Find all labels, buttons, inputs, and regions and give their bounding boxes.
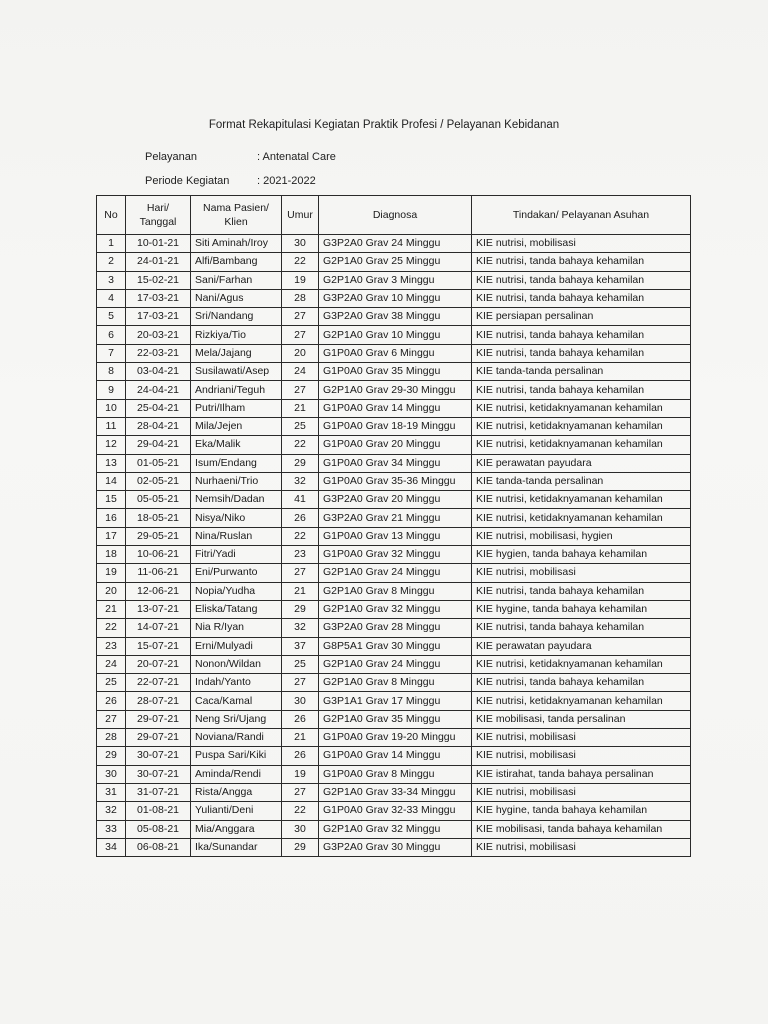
cell-no: 28 — [97, 729, 126, 747]
cell-tindakan: KIE nutrisi, ketidaknyamanan kehamilan — [472, 509, 691, 527]
cell-umur: 21 — [282, 729, 319, 747]
periode-label: Periode Kegiatan — [145, 175, 230, 187]
cell-umur: 28 — [282, 289, 319, 307]
cell-tanggal: 17-03-21 — [126, 308, 191, 326]
cell-tindakan: KIE nutrisi, ketidaknyamanan kehamilan — [472, 491, 691, 509]
cell-tindakan: KIE hygine, tanda bahaya kehamilan — [472, 600, 691, 618]
periode-value: : 2021-2022 — [257, 175, 316, 187]
cell-nama: Fitri/Yadi — [191, 546, 282, 564]
cell-tindakan: KIE persiapan persalinan — [472, 308, 691, 326]
cell-umur: 22 — [282, 527, 319, 545]
cell-diagnosa: G8P5A1 Grav 30 Minggu — [319, 637, 472, 655]
cell-umur: 27 — [282, 674, 319, 692]
cell-tanggal: 28-07-21 — [126, 692, 191, 710]
table-header-row — [97, 196, 691, 235]
cell-nama: Neng Sri/Ujang — [191, 710, 282, 728]
cell-tindakan: KIE nutrisi, ketidaknyamanan kehamilan — [472, 399, 691, 417]
cell-nama: Siti Aminah/Iroy — [191, 235, 282, 253]
table-body — [97, 235, 691, 857]
table-row — [97, 308, 691, 326]
table-row — [97, 674, 691, 692]
table-row — [97, 454, 691, 472]
cell-tanggal: 12-06-21 — [126, 582, 191, 600]
cell-tindakan: KIE hygine, tanda bahaya kehamilan — [472, 802, 691, 820]
cell-umur: 27 — [282, 783, 319, 801]
cell-nama: Nia R/Iyan — [191, 619, 282, 637]
table-row — [97, 838, 691, 856]
cell-umur: 25 — [282, 417, 319, 435]
cell-diagnosa: G2P1A0 Grav 3 Minggu — [319, 271, 472, 289]
cell-tindakan: KIE nutrisi, mobilisasi — [472, 838, 691, 856]
cell-nama: Nani/Agus — [191, 289, 282, 307]
cell-umur: 19 — [282, 271, 319, 289]
cell-diagnosa: G1P0A0 Grav 34 Minggu — [319, 454, 472, 472]
cell-tindakan: KIE nutrisi, mobilisasi — [472, 747, 691, 765]
header-tindakan: Tindakan/ Pelayanan Asuhan — [472, 196, 691, 235]
cell-no: 27 — [97, 710, 126, 728]
cell-tindakan: KIE mobilisasi, tanda persalinan — [472, 710, 691, 728]
table-row — [97, 692, 691, 710]
cell-no: 24 — [97, 655, 126, 673]
cell-diagnosa: G2P1A0 Grav 24 Minggu — [319, 655, 472, 673]
cell-nama: Yulianti/Deni — [191, 802, 282, 820]
cell-no: 21 — [97, 600, 126, 618]
table-row — [97, 436, 691, 454]
cell-diagnosa: G2P1A0 Grav 10 Minggu — [319, 326, 472, 344]
cell-umur: 22 — [282, 436, 319, 454]
table-row — [97, 546, 691, 564]
header-tanggal: Hari/ Tanggal — [126, 196, 191, 235]
table-row — [97, 253, 691, 271]
cell-tanggal: 20-07-21 — [126, 655, 191, 673]
cell-no: 17 — [97, 527, 126, 545]
document-title: Format Rekapitulasi Kegiatan Praktik Profesi / Pelayanan Kebidanan — [208, 119, 560, 131]
cell-tanggal: 30-07-21 — [126, 765, 191, 783]
cell-no: 16 — [97, 509, 126, 527]
cell-nama: Mia/Anggara — [191, 820, 282, 838]
cell-diagnosa: G3P2A0 Grav 20 Minggu — [319, 491, 472, 509]
cell-diagnosa: G3P1A1 Grav 17 Minggu — [319, 692, 472, 710]
table-row — [97, 637, 691, 655]
cell-diagnosa: G3P2A0 Grav 30 Minggu — [319, 838, 472, 856]
cell-diagnosa: G1P0A0 Grav 13 Minggu — [319, 527, 472, 545]
cell-diagnosa: G1P0A0 Grav 19-20 Minggu — [319, 729, 472, 747]
cell-no: 15 — [97, 491, 126, 509]
table-row — [97, 729, 691, 747]
cell-tanggal: 18-05-21 — [126, 509, 191, 527]
cell-umur: 32 — [282, 619, 319, 637]
table-row — [97, 710, 691, 728]
pelayanan-label: Pelayanan — [145, 151, 197, 163]
table-row — [97, 509, 691, 527]
cell-no: 26 — [97, 692, 126, 710]
table-row — [97, 820, 691, 838]
cell-tanggal: 22-03-21 — [126, 344, 191, 362]
cell-no: 22 — [97, 619, 126, 637]
cell-diagnosa: G1P0A0 Grav 14 Minggu — [319, 399, 472, 417]
cell-diagnosa: G2P1A0 Grav 8 Minggu — [319, 674, 472, 692]
cell-tanggal: 06-08-21 — [126, 838, 191, 856]
cell-tindakan: KIE nutrisi, ketidaknyamanan kehamilan — [472, 692, 691, 710]
table-row — [97, 527, 691, 545]
cell-no: 8 — [97, 363, 126, 381]
table-row — [97, 619, 691, 637]
cell-no: 6 — [97, 326, 126, 344]
cell-umur: 41 — [282, 491, 319, 509]
table-row — [97, 765, 691, 783]
cell-nama: Noviana/Randi — [191, 729, 282, 747]
cell-nama: Susilawati/Asep — [191, 363, 282, 381]
cell-umur: 19 — [282, 765, 319, 783]
cell-no: 34 — [97, 838, 126, 856]
cell-diagnosa: G2P1A0 Grav 8 Minggu — [319, 582, 472, 600]
cell-tanggal: 29-05-21 — [126, 527, 191, 545]
cell-no: 13 — [97, 454, 126, 472]
cell-no: 19 — [97, 564, 126, 582]
cell-no: 14 — [97, 472, 126, 490]
cell-no: 2 — [97, 253, 126, 271]
cell-nama: Nisya/Niko — [191, 509, 282, 527]
cell-tanggal: 01-05-21 — [126, 454, 191, 472]
cell-tanggal: 10-06-21 — [126, 546, 191, 564]
cell-umur: 29 — [282, 838, 319, 856]
cell-no: 23 — [97, 637, 126, 655]
cell-no: 32 — [97, 802, 126, 820]
cell-umur: 21 — [282, 582, 319, 600]
header-nama: Nama Pasien/ Klien — [191, 196, 282, 235]
cell-tanggal: 24-04-21 — [126, 381, 191, 399]
cell-nama: Eliska/Tatang — [191, 600, 282, 618]
cell-nama: Nina/Ruslan — [191, 527, 282, 545]
cell-diagnosa: G2P1A0 Grav 32 Minggu — [319, 820, 472, 838]
cell-tindakan: KIE nutrisi, ketidaknyamanan kehamilan — [472, 436, 691, 454]
cell-tanggal: 03-04-21 — [126, 363, 191, 381]
table-row — [97, 655, 691, 673]
cell-tanggal: 29-07-21 — [126, 729, 191, 747]
cell-tindakan: KIE perawatan payudara — [472, 454, 691, 472]
cell-no: 1 — [97, 235, 126, 253]
cell-umur: 30 — [282, 235, 319, 253]
cell-nama: Sani/Farhan — [191, 271, 282, 289]
table-row — [97, 747, 691, 765]
cell-no: 9 — [97, 381, 126, 399]
table-row — [97, 417, 691, 435]
cell-no: 11 — [97, 417, 126, 435]
cell-tindakan: KIE nutrisi, tanda bahaya kehamilan — [472, 326, 691, 344]
cell-diagnosa: G1P0A0 Grav 8 Minggu — [319, 765, 472, 783]
table-row — [97, 600, 691, 618]
cell-nama: Rista/Angga — [191, 783, 282, 801]
table-row — [97, 399, 691, 417]
cell-nama: Indah/Yanto — [191, 674, 282, 692]
cell-umur: 26 — [282, 509, 319, 527]
cell-tanggal: 17-03-21 — [126, 289, 191, 307]
cell-umur: 24 — [282, 363, 319, 381]
cell-umur: 26 — [282, 710, 319, 728]
cell-umur: 23 — [282, 546, 319, 564]
cell-nama: Putri/Ilham — [191, 399, 282, 417]
table-row — [97, 363, 691, 381]
cell-umur: 27 — [282, 564, 319, 582]
cell-umur: 22 — [282, 802, 319, 820]
cell-umur: 27 — [282, 326, 319, 344]
cell-nama: Nurhaeni/Trio — [191, 472, 282, 490]
cell-umur: 37 — [282, 637, 319, 655]
cell-diagnosa: G1P0A0 Grav 20 Minggu — [319, 436, 472, 454]
table-row — [97, 783, 691, 801]
cell-no: 20 — [97, 582, 126, 600]
cell-umur: 22 — [282, 253, 319, 271]
rekap-table — [96, 195, 691, 857]
cell-nama: Nonon/Wildan — [191, 655, 282, 673]
table-row — [97, 289, 691, 307]
cell-tindakan: KIE hygien, tanda bahaya kehamilan — [472, 546, 691, 564]
table-row — [97, 235, 691, 253]
cell-diagnosa: G2P1A0 Grav 29-30 Minggu — [319, 381, 472, 399]
cell-tindakan: KIE nutrisi, mobilisasi — [472, 235, 691, 253]
cell-tanggal: 20-03-21 — [126, 326, 191, 344]
cell-tanggal: 14-07-21 — [126, 619, 191, 637]
cell-diagnosa: G2P1A0 Grav 32 Minggu — [319, 600, 472, 618]
cell-tindakan: KIE nutrisi, tanda bahaya kehamilan — [472, 582, 691, 600]
cell-nama: Eka/Malik — [191, 436, 282, 454]
cell-umur: 32 — [282, 472, 319, 490]
cell-umur: 21 — [282, 399, 319, 417]
cell-diagnosa: G3P2A0 Grav 10 Minggu — [319, 289, 472, 307]
table-row — [97, 472, 691, 490]
cell-tanggal: 11-06-21 — [126, 564, 191, 582]
cell-tanggal: 10-01-21 — [126, 235, 191, 253]
cell-no: 25 — [97, 674, 126, 692]
table-row — [97, 381, 691, 399]
cell-umur: 25 — [282, 655, 319, 673]
cell-no: 29 — [97, 747, 126, 765]
table-row — [97, 344, 691, 362]
cell-nama: Mila/Jejen — [191, 417, 282, 435]
cell-tanggal: 05-08-21 — [126, 820, 191, 838]
cell-tanggal: 25-04-21 — [126, 399, 191, 417]
cell-diagnosa: G3P2A0 Grav 21 Minggu — [319, 509, 472, 527]
cell-tanggal: 29-07-21 — [126, 710, 191, 728]
cell-diagnosa: G3P2A0 Grav 28 Minggu — [319, 619, 472, 637]
header-diagnosa: Diagnosa — [319, 196, 472, 235]
cell-diagnosa: G2P1A0 Grav 35 Minggu — [319, 710, 472, 728]
header-no: No — [97, 196, 126, 235]
header-umur: Umur — [282, 196, 319, 235]
cell-umur: 27 — [282, 308, 319, 326]
cell-nama: Nopia/Yudha — [191, 582, 282, 600]
cell-diagnosa: G2P1A0 Grav 24 Minggu — [319, 564, 472, 582]
cell-nama: Sri/Nandang — [191, 308, 282, 326]
cell-umur: 29 — [282, 454, 319, 472]
cell-tindakan: KIE nutrisi, tanda bahaya kehamilan — [472, 271, 691, 289]
cell-umur: 30 — [282, 820, 319, 838]
cell-umur: 20 — [282, 344, 319, 362]
cell-tindakan: KIE nutrisi, mobilisasi — [472, 729, 691, 747]
cell-nama: Eni/Purwanto — [191, 564, 282, 582]
table-row — [97, 582, 691, 600]
cell-tindakan: KIE nutrisi, mobilisasi — [472, 564, 691, 582]
cell-nama: Puspa Sari/Kiki — [191, 747, 282, 765]
cell-diagnosa: G2P1A0 Grav 25 Minggu — [319, 253, 472, 271]
cell-tanggal: 24-01-21 — [126, 253, 191, 271]
cell-diagnosa: G1P0A0 Grav 18-19 Minggu — [319, 417, 472, 435]
cell-diagnosa: G1P0A0 Grav 32 Minggu — [319, 546, 472, 564]
cell-diagnosa: G3P2A0 Grav 38 Minggu — [319, 308, 472, 326]
cell-no: 5 — [97, 308, 126, 326]
table-row — [97, 491, 691, 509]
cell-diagnosa: G1P0A0 Grav 6 Minggu — [319, 344, 472, 362]
cell-diagnosa: G3P2A0 Grav 24 Minggu — [319, 235, 472, 253]
cell-tindakan: KIE nutrisi, tanda bahaya kehamilan — [472, 619, 691, 637]
cell-tanggal: 31-07-21 — [126, 783, 191, 801]
cell-no: 33 — [97, 820, 126, 838]
cell-umur: 29 — [282, 600, 319, 618]
cell-tindakan: KIE nutrisi, tanda bahaya kehamilan — [472, 253, 691, 271]
cell-tindakan: KIE perawatan payudara — [472, 637, 691, 655]
cell-tindakan: KIE tanda-tanda persalinan — [472, 472, 691, 490]
cell-tindakan: KIE nutrisi, tanda bahaya kehamilan — [472, 289, 691, 307]
cell-no: 7 — [97, 344, 126, 362]
table-row — [97, 326, 691, 344]
cell-tindakan: KIE nutrisi, tanda bahaya kehamilan — [472, 674, 691, 692]
pelayanan-value: : Antenatal Care — [257, 151, 336, 163]
cell-nama: Caca/Kamal — [191, 692, 282, 710]
cell-umur: 26 — [282, 747, 319, 765]
cell-nama: Aminda/Rendi — [191, 765, 282, 783]
cell-tindakan: KIE nutrisi, mobilisasi, hygien — [472, 527, 691, 545]
cell-no: 12 — [97, 436, 126, 454]
cell-tindakan: KIE nutrisi, tanda bahaya kehamilan — [472, 344, 691, 362]
cell-diagnosa: G1P0A0 Grav 35 Minggu — [319, 363, 472, 381]
cell-tindakan: KIE istirahat, tanda bahaya persalinan — [472, 765, 691, 783]
table-row — [97, 564, 691, 582]
cell-tanggal: 05-05-21 — [126, 491, 191, 509]
table-row — [97, 271, 691, 289]
cell-diagnosa: G1P0A0 Grav 35-36 Minggu — [319, 472, 472, 490]
cell-diagnosa: G2P1A0 Grav 33-34 Minggu — [319, 783, 472, 801]
cell-no: 3 — [97, 271, 126, 289]
cell-tanggal: 01-08-21 — [126, 802, 191, 820]
cell-tanggal: 13-07-21 — [126, 600, 191, 618]
cell-umur: 27 — [282, 381, 319, 399]
cell-nama: Mela/Jajang — [191, 344, 282, 362]
cell-nama: Ika/Sunandar — [191, 838, 282, 856]
cell-tanggal: 28-04-21 — [126, 417, 191, 435]
cell-nama: Andriani/Teguh — [191, 381, 282, 399]
cell-nama: Erni/Mulyadi — [191, 637, 282, 655]
cell-no: 10 — [97, 399, 126, 417]
cell-tindakan: KIE nutrisi, tanda bahaya kehamilan — [472, 381, 691, 399]
cell-no: 4 — [97, 289, 126, 307]
cell-umur: 30 — [282, 692, 319, 710]
cell-diagnosa: G1P0A0 Grav 32-33 Minggu — [319, 802, 472, 820]
cell-tanggal: 30-07-21 — [126, 747, 191, 765]
cell-no: 30 — [97, 765, 126, 783]
cell-tindakan: KIE nutrisi, ketidaknyamanan kehamilan — [472, 655, 691, 673]
cell-tindakan: KIE mobilisasi, tanda bahaya kehamilan — [472, 820, 691, 838]
cell-tindakan: KIE nutrisi, mobilisasi — [472, 783, 691, 801]
cell-tindakan: KIE nutrisi, ketidaknyamanan kehamilan — [472, 417, 691, 435]
cell-nama: Alfi/Bambang — [191, 253, 282, 271]
cell-nama: Nemsih/Dadan — [191, 491, 282, 509]
cell-nama: Rizkiya/Tio — [191, 326, 282, 344]
cell-tanggal: 29-04-21 — [126, 436, 191, 454]
table-row — [97, 802, 691, 820]
cell-tanggal: 22-07-21 — [126, 674, 191, 692]
cell-tanggal: 15-07-21 — [126, 637, 191, 655]
cell-tanggal: 02-05-21 — [126, 472, 191, 490]
cell-no: 31 — [97, 783, 126, 801]
cell-tanggal: 15-02-21 — [126, 271, 191, 289]
cell-diagnosa: G1P0A0 Grav 14 Minggu — [319, 747, 472, 765]
cell-tindakan: KIE tanda-tanda persalinan — [472, 363, 691, 381]
cell-nama: Isum/Endang — [191, 454, 282, 472]
cell-no: 18 — [97, 546, 126, 564]
